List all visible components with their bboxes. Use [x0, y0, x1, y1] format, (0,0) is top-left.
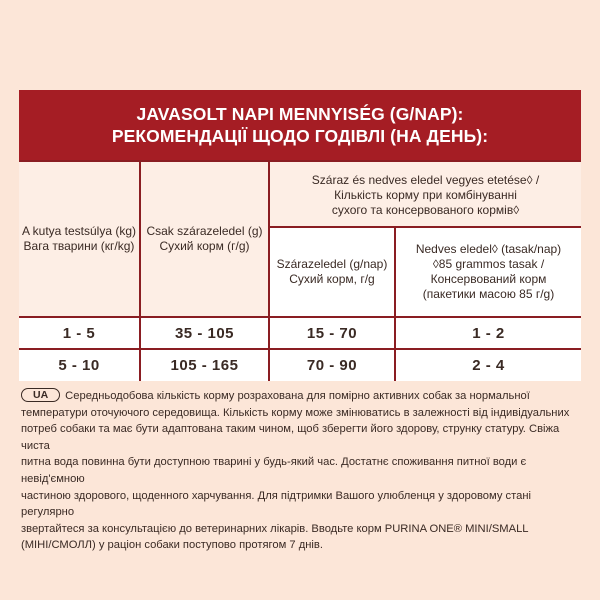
column-header-dry-only — [141, 162, 268, 316]
header-divider — [19, 160, 581, 162]
note-line — [21, 388, 581, 405]
mixed-label-line2: Кількість корму при комбінуванні — [334, 187, 517, 202]
column-divider — [268, 160, 270, 381]
column-header-mixed-dry — [270, 228, 394, 316]
table-cell-weight: 5 - 10 — [58, 357, 100, 374]
header-title-hu: JAVASOLT NAPI MENNYISÉG (G/NAP): — [136, 104, 464, 124]
mixed-dry-label-hu: Szárazeledel (g/nap) — [276, 257, 388, 271]
dry-only-label-hu: Csak szárazeledel (g) — [146, 224, 263, 238]
subheader-divider — [270, 226, 581, 228]
language-badge: UA — [21, 388, 60, 402]
note-line: питна вода повинна бути доступною тварині у будь-який час. Достатнє споживання питної води є невід'ємною — [21, 456, 527, 485]
note-line: температури оточуючого середовища. Кількість корму може змінюватись в залежності від індивідуальних — [21, 406, 570, 419]
feeding-table — [19, 90, 581, 381]
table-header — [19, 90, 581, 160]
column-header-mixed — [270, 162, 581, 226]
table-cell-weight: 1 - 5 — [62, 324, 96, 342]
note-line: потреб собаки та має бути адаптована таким чином, щоб зберегти його здорову, струнку статуру. Свіжа чиста — [21, 423, 560, 452]
weight-label-hu: A kutya testsúlya (kg) — [21, 224, 137, 238]
table-cell-mixed-wet: 2 - 4 — [472, 357, 505, 374]
mixed-label-line3: сухого та консервованого кормів◊ — [331, 202, 520, 217]
row-divider — [19, 348, 581, 350]
table-cell-mixed-dry: 15 - 70 — [306, 324, 358, 342]
column-divider — [394, 226, 396, 381]
mixed-wet-label-line1: Nedves eledel◊ (tasak/nap) — [415, 242, 562, 256]
column-header-mixed-wet — [396, 228, 581, 316]
column-header-weight — [19, 162, 139, 316]
mixed-wet-label-line4: (пакетики масою 85 г/g) — [422, 287, 555, 301]
note-line: (МІНІ/СМОЛЛ) у раціон собаки поступово протягом 7 днів. — [21, 539, 323, 552]
column-divider — [139, 160, 141, 381]
mixed-wet-label-line2: ◊85 grammos tasak / — [432, 257, 545, 271]
mixed-dry-label-ua: Сухий корм, г/g — [289, 272, 375, 286]
table-cell-dry-only: 105 - 165 — [170, 357, 239, 374]
table-cell-mixed-wet: 1 - 2 — [472, 324, 505, 342]
header-title-ua: РЕКОМЕНДАЦІЇ ЩОДО ГОДІВЛІ (НА ДЕНЬ): — [111, 126, 489, 146]
mixed-wet-label-line3: Консервований корм — [430, 272, 547, 286]
table-cell-dry-only: 35 - 105 — [174, 324, 235, 342]
note-line: частиною здорового, щоденного харчування. Для підтримки Вашого улюбленця у здоровому стані регулярно — [21, 489, 532, 519]
dry-only-label-ua: Сухий корм (г/g) — [159, 239, 250, 253]
feeding-note-ua — [21, 388, 581, 554]
note-line: звертайтеся за консультацією до ветеринарних лікарів. Вводьте корм PURINA ONE® MINI/SMALL — [21, 522, 529, 535]
header-rows-divider — [19, 316, 581, 318]
mixed-label-line1: Száraz és nedves eledel vegyes etetése◊ / — [311, 172, 540, 187]
note-line-text: Середньодобова кількість корму розрахована для помірно активних собак за нормальної — [65, 390, 530, 402]
weight-label-ua: Вага тварини (кг/kg) — [23, 239, 135, 253]
table-cell-mixed-dry: 70 - 90 — [306, 357, 358, 374]
